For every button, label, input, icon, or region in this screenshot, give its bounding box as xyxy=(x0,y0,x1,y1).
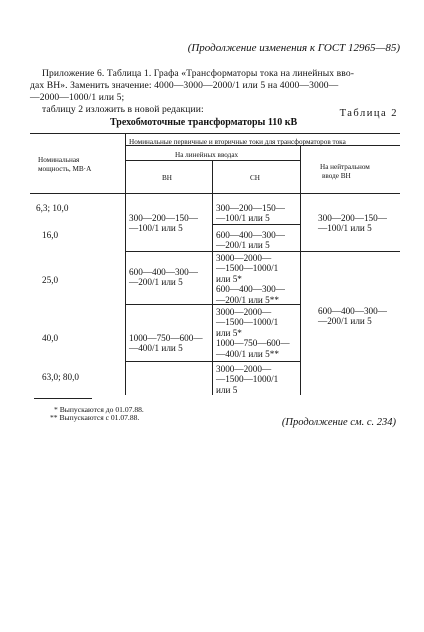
footnote-1: * Выпускаются до 01.07.88. xyxy=(54,405,144,414)
footnote-2: ** Выпускаются с 01.07.88. xyxy=(50,413,140,422)
table-title: Трехобмоточные трансформаторы 110 кВ xyxy=(110,117,298,128)
sn-cell-1: 300—200—150— —100/1 или 5 xyxy=(216,203,285,224)
intro-line-1: Приложение 6. Таблица 1. Графа «Трансформаторы тока на линейных вво- xyxy=(42,68,355,79)
intro-line-3: —2000—1000/1 или 5; xyxy=(30,92,125,103)
head-vn: ВН xyxy=(162,174,172,182)
intro-line-2: дах ВН». Заменить значение: 4000—3000—2000/1 или 5 на 4000—3000— xyxy=(30,80,339,91)
head-linear: На линейных вводах xyxy=(175,151,239,159)
sn-cell-3: 3000—2000— —1500—1000/1 или 5* 600—400—300— —200/1 или 5** xyxy=(216,253,285,305)
sn-cell-2: 600—400—300— —200/1 или 5 xyxy=(216,230,285,251)
power-row-3: 25,0 xyxy=(42,275,59,285)
sn-cell-4: 3000—2000— —1500—1000/1 или 5* 1000—750—600— —400/1 или 5** xyxy=(216,307,290,359)
continuation-note: (Продолжение см. с. 234) xyxy=(281,417,396,428)
head-sn: СН xyxy=(250,174,260,182)
table-label: Таблица 2 xyxy=(339,108,398,119)
head-power-1: Номинальная xyxy=(38,156,80,164)
vn-cell-3: 1000—750—600— —400/1 или 5 xyxy=(129,333,203,354)
power-row-2: 16,0 xyxy=(42,230,59,240)
sn-cell-5: 3000—2000— —1500—1000/1 или 5 xyxy=(216,364,279,395)
power-row-5: 63,0; 80,0 xyxy=(42,372,80,382)
vn-cell-1: 300—200—150— —100/1 или 5 xyxy=(129,213,198,234)
head-power-2: мощность, МВ·А xyxy=(38,165,92,173)
neutral-cell-2: 600—400—300— —200/1 или 5 xyxy=(318,306,387,327)
vn-cell-2: 600—400—300— —200/1 или 5 xyxy=(129,267,198,288)
head-neutral-2: вводе ВН xyxy=(322,172,351,180)
page-header: (Продолжение изменения к ГОСТ 12965—85) xyxy=(187,42,400,54)
neutral-cell-1: 300—200—150— —100/1 или 5 xyxy=(318,213,387,234)
power-row-1: 6,3; 10,0 xyxy=(36,203,69,213)
intro-line-4: таблицу 2 изложить в новой редакции: xyxy=(42,104,204,115)
head-currents: Номинальные первичные и вторичные токи для трансформаторов тока xyxy=(129,138,346,146)
head-neutral-1: На нейтральном xyxy=(320,163,370,171)
power-row-4: 40,0 xyxy=(42,333,59,343)
